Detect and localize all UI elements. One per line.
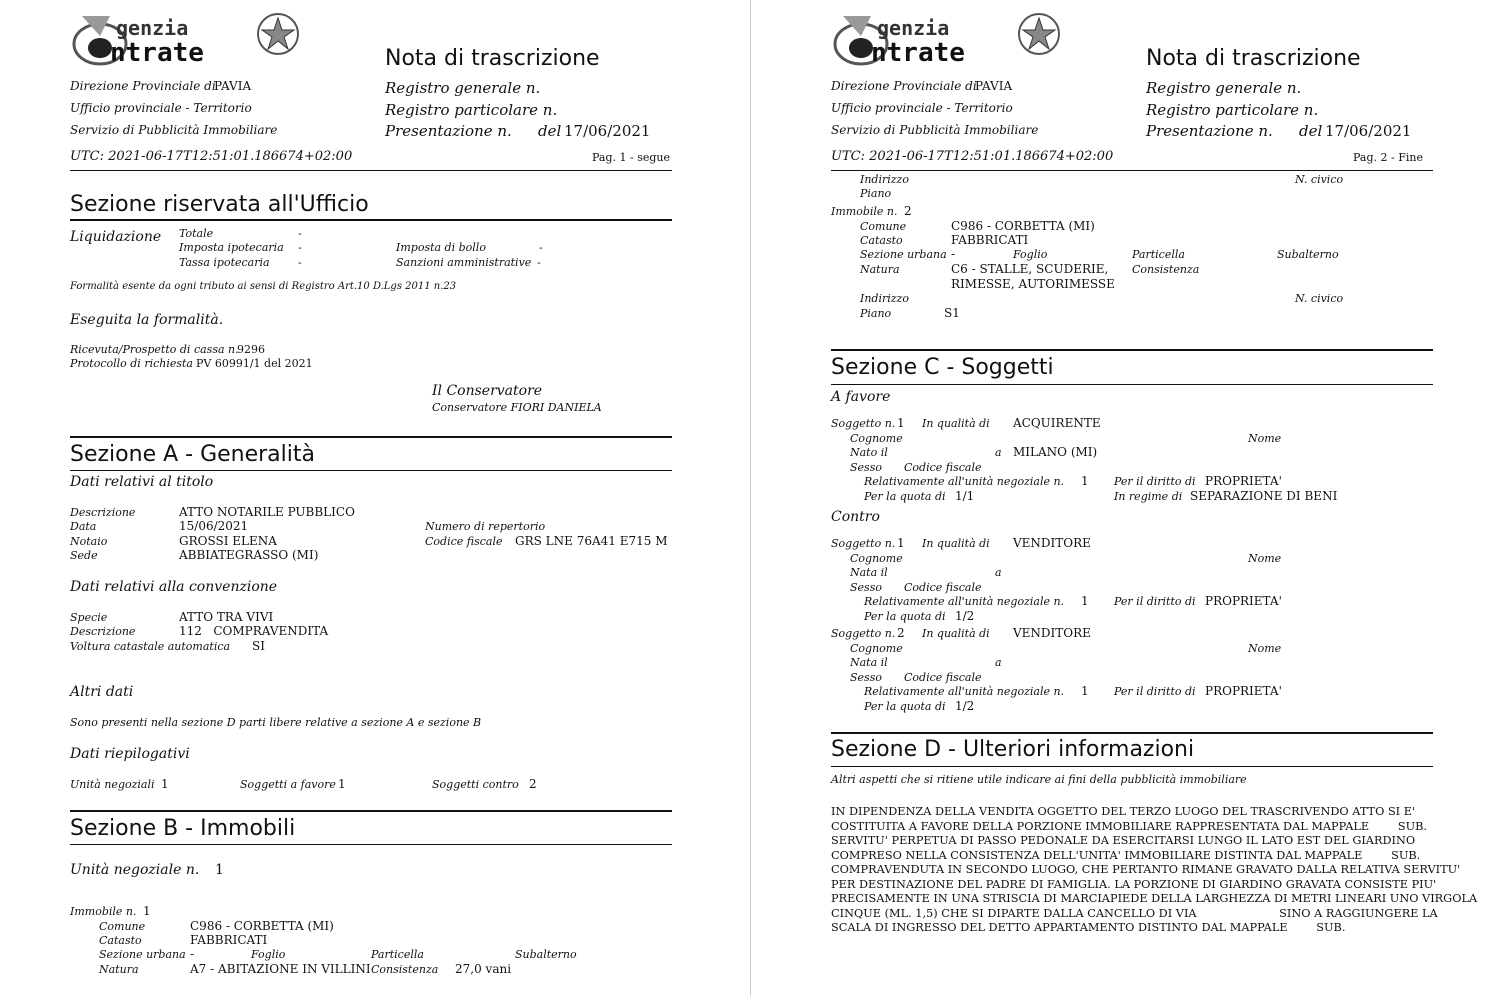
- page-number: Pag. 2 - Fine: [1353, 151, 1423, 164]
- header-rule: [831, 170, 1433, 171]
- descrizione2-label: Descrizione: [70, 625, 136, 638]
- codice-fiscale-label: Codice fiscale: [904, 461, 982, 474]
- logo-bottom-text: ntrate: [110, 38, 204, 68]
- qualita-value: VENDITORE: [1013, 536, 1091, 550]
- sanzioni-label: Sanzioni amministrative: [396, 256, 532, 269]
- nome-label: Nome: [1248, 642, 1282, 655]
- qualita-label: In qualità di: [922, 627, 990, 640]
- qualita-label: In qualità di: [922, 537, 990, 550]
- conservatore-name: Conservatore FIORI DANIELA: [432, 401, 602, 414]
- subalterno-label: Subalterno: [1277, 248, 1339, 261]
- note-line: COMPRAVENDUTA IN SECONDO LUOGO, CHE PERTANTO RIMANE GRAVATO DALLA RELATIVA SERVITU': [831, 863, 1461, 876]
- sesso-label: Sesso: [850, 671, 882, 684]
- section-subrule: [70, 844, 672, 845]
- ricevuta-value: 9296: [237, 343, 265, 356]
- del-label: del: [538, 122, 562, 140]
- note-line: COSTITUITA A FAVORE DELLA PORZIONE IMMOBILIARE RAPPRESENTATA DAL MAPPALE SUB.: [831, 820, 1427, 833]
- direzione-label: Direzione Provinciale di: [70, 79, 216, 93]
- diritto-label: Per il diritto di: [1114, 475, 1196, 488]
- soggetto-label: Soggetto n.: [831, 537, 896, 550]
- subalterno-label: Subalterno: [515, 948, 577, 961]
- immobile-value: 1: [143, 904, 151, 918]
- qualita-value: VENDITORE: [1013, 626, 1091, 640]
- section-rule: [70, 810, 672, 812]
- numero-repertorio-label: Numero di repertorio: [425, 520, 546, 533]
- relativamente-label: Relativamente all'unità negoziale n.: [864, 595, 1065, 608]
- comune-value: C986 - CORBETTA (MI): [951, 219, 1095, 233]
- particella-label: Particella: [371, 948, 424, 961]
- doc-title: Nota di trascrizione: [1146, 46, 1361, 71]
- cognome-label: Cognome: [850, 642, 903, 655]
- note-line: COMPRESO NELLA CONSISTENZA DELL'UNITA' IMMOBILIARE DISTINTA DAL MAPPALE SUB.: [831, 849, 1421, 862]
- data-value: 15/06/2021: [179, 519, 249, 533]
- utc-timestamp: UTC: 2021-06-17T12:51:01.186674+02:00: [831, 149, 1114, 164]
- page-2: [751, 0, 1500, 996]
- note-line: CINQUE (ML. 1,5) CHE SI DIPARTE DALLA CANCELLO DI VIA SINO A RAGGIUNGERE LA: [831, 907, 1438, 920]
- cognome-label: Cognome: [850, 552, 903, 565]
- imposta-ipotecaria-label: Imposta ipotecaria: [179, 241, 284, 254]
- doc-title: Nota di trascrizione: [385, 46, 600, 71]
- indirizzo-label: Indirizzo: [860, 292, 909, 305]
- diritto-label: Per il diritto di: [1114, 595, 1196, 608]
- piano-label: Piano: [860, 307, 892, 320]
- direzione-value: PAVIA: [975, 79, 1013, 93]
- n-civico-label: N. civico: [1295, 173, 1344, 186]
- consistenza-value: 27,0 vani: [455, 962, 512, 976]
- agenzia-entrate-logo: [831, 8, 1071, 68]
- immobile-label: Immobile n.: [70, 905, 137, 918]
- comune-label: Comune: [99, 920, 146, 933]
- agenzia-entrate-logo: [70, 8, 310, 68]
- protocollo-value: PV 60991/1 del 2021: [196, 357, 313, 370]
- protocollo-label: Protocollo di richiesta: [70, 357, 193, 370]
- sezione-urbana-value: -: [951, 247, 956, 261]
- unita-value: 1: [1081, 684, 1089, 698]
- presentazione: Presentazione n.: [1146, 122, 1273, 140]
- soggetti-favore-label: Soggetti a favore: [240, 778, 336, 791]
- servizio: Servizio di Pubblicità Immobiliare: [70, 123, 278, 137]
- cognome-label: Cognome: [850, 432, 903, 445]
- note-line: PER DESTINAZIONE DEL PADRE DI FAMIGLIA. LA PORZIONE DI GIARDINO GRAVATA CONSISTE PIU': [831, 878, 1437, 891]
- sesso-label: Sesso: [850, 461, 882, 474]
- servizio: Servizio di Pubblicità Immobiliare: [831, 123, 1039, 137]
- quota-value: 1/1: [955, 489, 975, 503]
- soggetto-number: 1: [897, 536, 905, 550]
- nata-label: Nata il: [850, 566, 888, 579]
- totale-label: Totale: [179, 227, 214, 240]
- diritto-value: PROPRIETA': [1205, 684, 1282, 698]
- quota-value: 1/2: [955, 609, 975, 623]
- immobile-label: Immobile n.: [831, 205, 898, 218]
- sezione-urbana-label: Sezione urbana: [860, 248, 947, 261]
- nata-label: Nata il: [850, 656, 888, 669]
- catasto-label: Catasto: [99, 934, 142, 947]
- sanzioni-value: -: [537, 256, 541, 269]
- a-label: a: [995, 656, 1002, 669]
- comune-value: C986 - CORBETTA (MI): [190, 919, 334, 933]
- note-line: SCALA DI INGRESSO DEL DETTO APPARTAMENTO DISTINTO DAL MAPPALE SUB.: [831, 921, 1346, 934]
- particella-label: Particella: [1132, 248, 1185, 261]
- diritto-value: PROPRIETA': [1205, 474, 1282, 488]
- section-subrule: [831, 384, 1433, 385]
- codice-fiscale-value: GRS LNE 76A41 E715 M: [515, 534, 668, 548]
- specie-label: Specie: [70, 611, 108, 624]
- nato-label: Nato il: [850, 446, 888, 459]
- notaio-label: Notaio: [70, 535, 108, 548]
- dati-titolo-label: Dati relativi al titolo: [70, 474, 214, 490]
- quota-value: 1/2: [955, 699, 975, 713]
- section-rule: [70, 436, 672, 438]
- tassa-ipotecaria-label: Tassa ipotecaria: [179, 256, 270, 269]
- n-civico-label: N. civico: [1295, 292, 1344, 305]
- codice-fiscale-label: Codice fiscale: [904, 671, 982, 684]
- voltura-label: Voltura catastale automatica: [70, 640, 231, 653]
- sesso-label: Sesso: [850, 581, 882, 594]
- logo-top-text: genzia: [877, 16, 950, 40]
- quota-label: Per la quota di: [864, 610, 946, 623]
- foglio-label: Foglio: [251, 948, 286, 961]
- logo-top-text: genzia: [116, 16, 189, 40]
- unita-value: 1: [1081, 474, 1089, 488]
- quota-label: Per la quota di: [864, 700, 946, 713]
- sede-value: ABBIATEGRASSO (MI): [179, 548, 319, 562]
- piano-label: Piano: [860, 187, 892, 200]
- qualita-label: In qualità di: [922, 417, 990, 430]
- sezione-urbana-value: -: [190, 947, 195, 961]
- a-label: a: [995, 566, 1002, 579]
- a-favore-label: A favore: [831, 389, 891, 405]
- note-line: PRECISAMENTE IN UNA STRISCIA DI MARCIAPIEDE DELLA LARGHEZZA DI METRI LINEARI UNO VIRGOLA: [831, 892, 1478, 905]
- catasto-value: FABBRICATI: [190, 933, 268, 947]
- direzione-label: Direzione Provinciale di: [831, 79, 977, 93]
- dati-convenzione-label: Dati relativi alla convenzione: [70, 579, 278, 595]
- soggetto-number: 2: [897, 626, 905, 640]
- altri-dati-text: Sono presenti nella sezione D parti libere relative a sezione A e sezione B: [70, 716, 482, 729]
- soggetti-contro-value: 2: [529, 777, 537, 791]
- section-d-subtitle: Altri aspetti che si ritiene utile indicare ai fini della pubblicità immobiliare: [831, 773, 1247, 786]
- section-ufficio-title: Sezione riservata all'Ufficio: [70, 192, 369, 217]
- section-rule: [70, 219, 672, 221]
- nome-label: Nome: [1248, 552, 1282, 565]
- note-line: SERVITU' PERPETUA DI PASSO PEDONALE DA ESERCITARSI LUNGO IL LATO EST DEL GIARDINO: [831, 834, 1416, 847]
- catasto-label: Catasto: [860, 234, 903, 247]
- header-rule: [70, 170, 672, 171]
- codice-fiscale-label: Codice fiscale: [904, 581, 982, 594]
- descrizione2-value: 112 COMPRAVENDITA: [179, 624, 329, 638]
- imposta-bollo-value: -: [539, 241, 543, 254]
- natura-value: A7 - ABITAZIONE IN VILLINI: [190, 962, 371, 976]
- unita-negoziale-value: 1: [215, 862, 224, 878]
- section-subrule: [70, 470, 672, 471]
- descrizione-label: Descrizione: [70, 506, 136, 519]
- page-number: Pag. 1 - segue: [592, 151, 670, 164]
- relativamente-label: Relativamente all'unità negoziale n.: [864, 685, 1065, 698]
- indirizzo-label: Indirizzo: [860, 173, 909, 186]
- a-label: a: [995, 446, 1002, 459]
- presentazione: Presentazione n.: [385, 122, 512, 140]
- registro-particolare: Registro particolare n.: [1146, 101, 1319, 119]
- section-subrule: [831, 766, 1433, 767]
- section-d-title: Sezione D - Ulteriori informazioni: [831, 737, 1195, 762]
- foglio-label: Foglio: [1013, 248, 1048, 261]
- codice-fiscale-label: Codice fiscale: [425, 535, 503, 548]
- esente-note: Formalità esente da ogni tributo ai sensi di Registro Art.10 D.Lgs 2011 n.23: [70, 281, 457, 292]
- unita-negoziale-label: Unità negoziale n.: [70, 862, 200, 878]
- regime-label: In regime di: [1114, 490, 1183, 503]
- liquidazione-label: Liquidazione: [70, 229, 162, 245]
- utc-timestamp: UTC: 2021-06-17T12:51:01.186674+02:00: [70, 149, 353, 164]
- notaio-value: GROSSI ELENA: [179, 534, 277, 548]
- registro-generale: Registro generale n.: [1146, 79, 1302, 97]
- descrizione-value: ATTO NOTARILE PUBBLICO: [179, 505, 355, 519]
- natura-label: Natura: [99, 963, 139, 976]
- piano-value: S1: [944, 306, 960, 320]
- luogo-nascita-value: MILANO (MI): [1013, 445, 1098, 459]
- totale-value: -: [298, 227, 302, 240]
- altri-dati-label: Altri dati: [70, 684, 134, 700]
- registro-particolare: Registro particolare n.: [385, 101, 558, 119]
- tassa-ipotecaria-value: -: [298, 256, 302, 269]
- nome-label: Nome: [1248, 432, 1282, 445]
- diritto-label: Per il diritto di: [1114, 685, 1196, 698]
- ufficio: Ufficio provinciale - Territorio: [70, 101, 252, 115]
- section-c-title: Sezione C - Soggetti: [831, 355, 1054, 380]
- section-a-title: Sezione A - Generalità: [70, 442, 315, 467]
- sede-label: Sede: [70, 549, 98, 562]
- comune-label: Comune: [860, 220, 907, 233]
- del-label: del: [1299, 122, 1323, 140]
- relativamente-label: Relativamente all'unità negoziale n.: [864, 475, 1065, 488]
- qualita-value: ACQUIRENTE: [1013, 416, 1101, 430]
- direzione-value: PAVIA: [214, 79, 252, 93]
- unita-negoziali-label: Unità negoziali: [70, 778, 155, 791]
- voltura-value: SI: [252, 639, 265, 653]
- sezione-urbana-label: Sezione urbana: [99, 948, 186, 961]
- soggetti-favore-value: 1: [338, 777, 346, 791]
- presentazione-date: 17/06/2021: [564, 122, 651, 140]
- immobile-value: 2: [904, 204, 912, 218]
- eseguita-label: Eseguita la formalità.: [70, 312, 224, 328]
- soggetto-label: Soggetto n.: [831, 627, 896, 640]
- quota-label: Per la quota di: [864, 490, 946, 503]
- soggetti-contro-label: Soggetti contro: [432, 778, 519, 791]
- riepilogativi-label: Dati riepilogativi: [70, 746, 190, 762]
- conservatore-label: Il Conservatore: [432, 383, 543, 399]
- section-rule: [831, 732, 1433, 734]
- ufficio: Ufficio provinciale - Territorio: [831, 101, 1013, 115]
- ricevuta-label: Ricevuta/Prospetto di cassa n.: [70, 343, 239, 356]
- natura-label: Natura: [860, 263, 900, 276]
- section-rule: [831, 349, 1433, 351]
- imposta-bollo-label: Imposta di bollo: [396, 241, 486, 254]
- contro-label: Contro: [831, 509, 880, 525]
- specie-value: ATTO TRA VIVI: [179, 610, 274, 624]
- catasto-value: FABBRICATI: [951, 233, 1029, 247]
- regime-value: SEPARAZIONE DI BENI: [1190, 489, 1338, 503]
- registro-generale: Registro generale n.: [385, 79, 541, 97]
- natura-value-line1: C6 - STALLE, SCUDERIE,: [951, 262, 1109, 276]
- emblem-icon: [1017, 10, 1061, 60]
- logo-bottom-text: ntrate: [871, 38, 965, 68]
- consistenza-label: Consistenza: [371, 963, 439, 976]
- unita-negoziali-value: 1: [161, 777, 169, 791]
- data-label: Data: [70, 520, 97, 533]
- diritto-value: PROPRIETA': [1205, 594, 1282, 608]
- imposta-ipotecaria-value: -: [298, 241, 302, 254]
- unita-value: 1: [1081, 594, 1089, 608]
- soggetto-number: 1: [897, 416, 905, 430]
- consistenza-label: Consistenza: [1132, 263, 1200, 276]
- natura-value-line2: RIMESSE, AUTORIMESSE: [951, 277, 1115, 291]
- soggetto-label: Soggetto n.: [831, 417, 896, 430]
- note-line: IN DIPENDENZA DELLA VENDITA OGGETTO DEL TERZO LUOGO DEL TRASCRIVENDO ATTO SI E': [831, 805, 1416, 818]
- presentazione-date: 17/06/2021: [1325, 122, 1412, 140]
- section-b-title: Sezione B - Immobili: [70, 816, 296, 841]
- emblem-icon: [256, 10, 300, 60]
